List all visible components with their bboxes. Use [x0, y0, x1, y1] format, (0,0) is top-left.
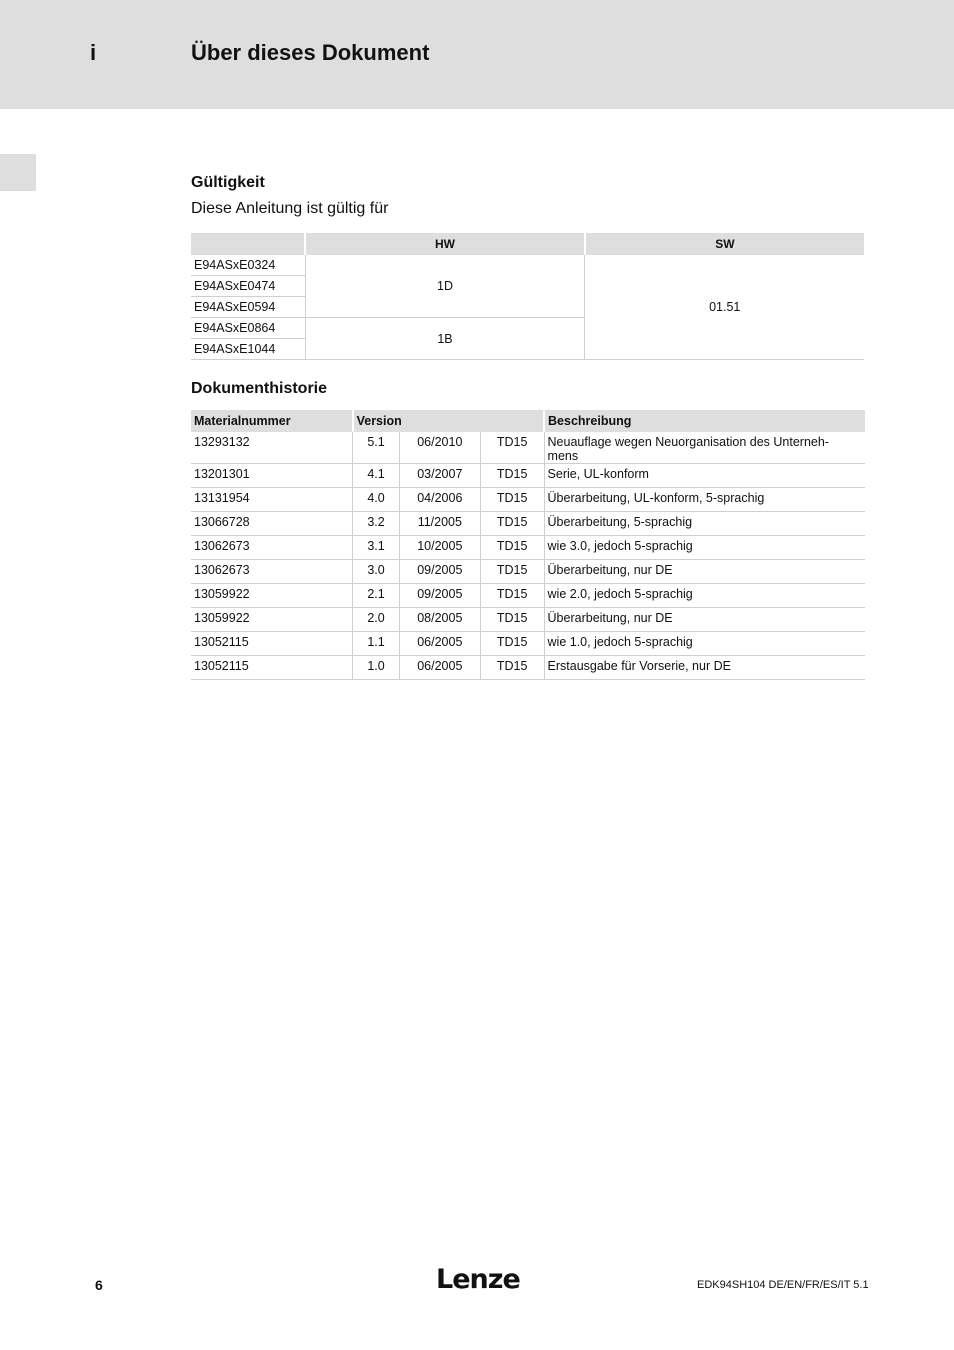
description: Neuauflage wegen Neuorganisation des Unterneh- mens — [544, 432, 865, 464]
hw-version: 1D — [305, 255, 585, 318]
version-td: TD15 — [480, 656, 544, 680]
version-number: 4.0 — [353, 488, 400, 512]
version-td: TD15 — [480, 512, 544, 536]
version-td: TD15 — [480, 464, 544, 488]
version-number: 1.0 — [353, 656, 400, 680]
description: Überarbeitung, nur DE — [544, 608, 865, 632]
version-date: 11/2005 — [399, 512, 480, 536]
material-number: 13066728 — [191, 512, 353, 536]
history-row — [191, 432, 865, 464]
header-band — [0, 0, 954, 109]
validity-row — [191, 255, 864, 276]
material-number: 13062673 — [191, 536, 353, 560]
device-type: E94ASxE0324 — [191, 255, 305, 276]
chapter-title: Über dieses Dokument — [191, 40, 430, 65]
validity-col-type — [191, 233, 305, 255]
version-number: 1.1 — [353, 632, 400, 656]
history-col-version: Version — [353, 410, 544, 432]
material-number: 13059922 — [191, 608, 353, 632]
version-date: 04/2006 — [399, 488, 480, 512]
description: Serie, UL-konform — [544, 464, 865, 488]
lenze-logo: Lenze — [436, 1264, 520, 1295]
description: Überarbeitung, UL-konform, 5-sprachig — [544, 488, 865, 512]
device-type: E94ASxE0474 — [191, 276, 305, 297]
version-date: 09/2005 — [399, 584, 480, 608]
history-row — [191, 632, 865, 656]
history-row — [191, 560, 865, 584]
document-id: EDK94SH104 DE/EN/FR/ES/IT 5.1 — [697, 1279, 869, 1291]
history-header-row — [191, 410, 865, 432]
validity-heading: Gültigkeit — [191, 174, 265, 191]
history-row — [191, 584, 865, 608]
history-row — [191, 464, 865, 488]
validity-col-hw: HW — [305, 233, 585, 255]
version-date: 09/2005 — [399, 560, 480, 584]
history-col-material: Materialnummer — [191, 410, 353, 432]
version-number: 4.1 — [353, 464, 400, 488]
version-date: 08/2005 — [399, 608, 480, 632]
chapter-number: i — [90, 40, 97, 65]
history-col-description: Beschreibung — [544, 410, 865, 432]
version-date: 06/2010 — [399, 432, 480, 464]
version-td: TD15 — [480, 536, 544, 560]
version-number: 3.0 — [353, 560, 400, 584]
version-date: 10/2005 — [399, 536, 480, 560]
history-table — [191, 410, 865, 680]
version-number: 5.1 — [353, 432, 400, 464]
page-number: 6 — [95, 1277, 103, 1293]
material-number: 13052115 — [191, 632, 353, 656]
device-type: E94ASxE0864 — [191, 318, 305, 339]
version-number: 3.1 — [353, 536, 400, 560]
version-td: TD15 — [480, 560, 544, 584]
history-row — [191, 536, 865, 560]
description: Überarbeitung, nur DE — [544, 560, 865, 584]
validity-header-row — [191, 233, 864, 255]
validity-col-sw: SW — [585, 233, 864, 255]
material-number: 13052115 — [191, 656, 353, 680]
description: wie 2.0, jedoch 5-sprachig — [544, 584, 865, 608]
material-number: 13131954 — [191, 488, 353, 512]
hw-version: 1B — [305, 318, 585, 360]
version-td: TD15 — [480, 432, 544, 464]
history-row — [191, 488, 865, 512]
version-date: 06/2005 — [399, 656, 480, 680]
history-body — [191, 432, 865, 680]
description: wie 1.0, jedoch 5-sprachig — [544, 632, 865, 656]
version-number: 2.1 — [353, 584, 400, 608]
description: Überarbeitung, 5-sprachig — [544, 512, 865, 536]
history-row — [191, 656, 865, 680]
sw-version: 01.51 — [585, 255, 864, 360]
version-number: 3.2 — [353, 512, 400, 536]
history-row — [191, 512, 865, 536]
version-td: TD15 — [480, 608, 544, 632]
validity-table — [191, 233, 864, 360]
material-number: 13293132 — [191, 432, 353, 464]
version-td: TD15 — [480, 632, 544, 656]
material-number: 13059922 — [191, 584, 353, 608]
version-td: TD15 — [480, 488, 544, 512]
version-date: 03/2007 — [399, 464, 480, 488]
device-type: E94ASxE1044 — [191, 339, 305, 360]
version-number: 2.0 — [353, 608, 400, 632]
version-td: TD15 — [480, 584, 544, 608]
material-number: 13201301 — [191, 464, 353, 488]
material-number: 13062673 — [191, 560, 353, 584]
validity-intro: Diese Anleitung ist gültig für — [191, 200, 389, 217]
history-row — [191, 608, 865, 632]
description: wie 3.0, jedoch 5-sprachig — [544, 536, 865, 560]
description: Erstausgabe für Vorserie, nur DE — [544, 656, 865, 680]
version-date: 06/2005 — [399, 632, 480, 656]
history-heading: Dokumenthistorie — [191, 380, 328, 397]
device-type: E94ASxE0594 — [191, 297, 305, 318]
side-tab-marker — [0, 154, 36, 191]
